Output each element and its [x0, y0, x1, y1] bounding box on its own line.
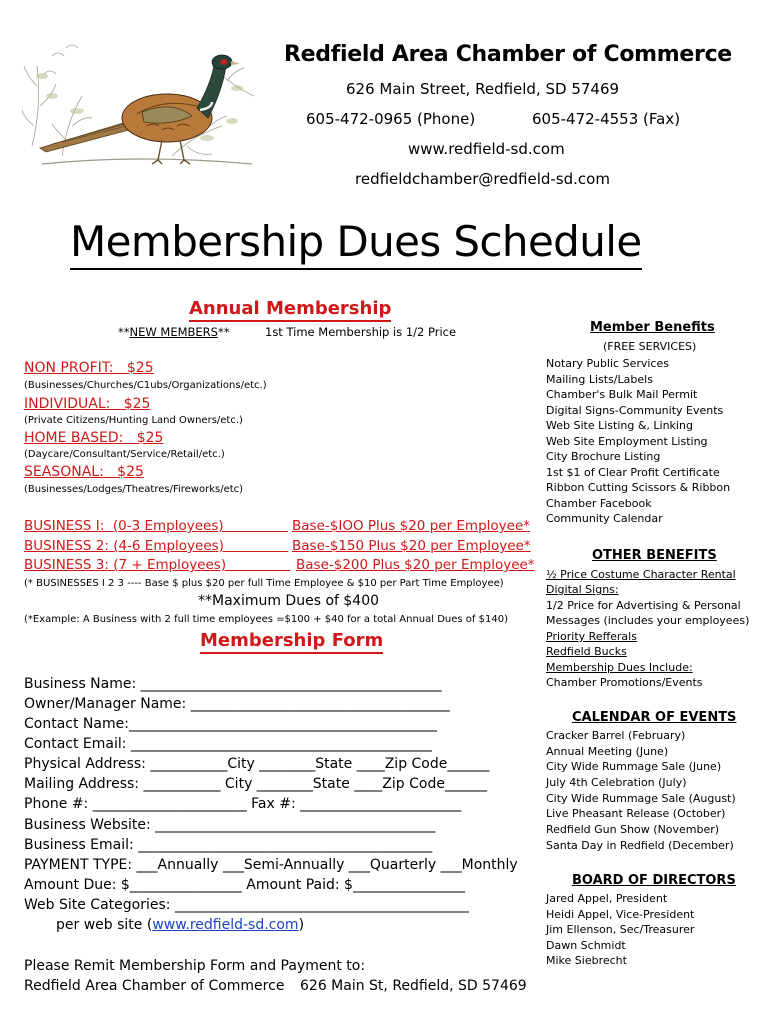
new-members-label: **NEW MEMBERS** — [118, 325, 230, 339]
chamber-title: Redfield Area Chamber of Commerce — [284, 42, 732, 67]
form-business-email[interactable]: Business Email: __________________________________________ — [24, 837, 433, 853]
member-benefits-sub: (FREE SERVICES) — [603, 340, 697, 353]
remit-heading: Please Remit Membership Form and Payment to: — [24, 958, 366, 974]
business-3-label: BUSINESS 3: (7 + Employees) — [24, 557, 227, 573]
form-amounts[interactable]: Amount Due: $________________ Amount Paid: $________________ — [24, 877, 465, 893]
form-owner-name[interactable]: Owner/Manager Name: _____________________________________ — [24, 696, 450, 712]
form-business-website[interactable]: Business Website: ________________________________________ — [24, 817, 436, 833]
business-1-rate: Base-$IOO Plus $20 per Employee* — [292, 518, 531, 534]
category-individual-desc: (Private Citizens/Hunting Land Owners/etc.) — [24, 415, 243, 426]
form-business-name[interactable]: Business Name: ___________________________________________ — [24, 676, 442, 692]
chamber-address: 626 Main Street, Redfield, SD 57469 — [346, 80, 620, 98]
other-benefit-item: 1/2 Price for Advertising & Personal — [546, 599, 741, 612]
calendar-heading: CALENDAR OF EVENTS — [572, 710, 737, 725]
maximum-dues: **Maximum Dues of $400 — [198, 593, 380, 609]
document-title: Membership Dues Schedule — [70, 216, 642, 270]
half-price-note: 1st Time Membership is 1/2 Price — [265, 325, 457, 339]
calendar-item: Redfield Gun Show (November) — [546, 823, 720, 836]
form-payment-type[interactable]: PAYMENT TYPE: ___Annually ___Semi-Annually ___Quarterly ___Monthly — [24, 857, 518, 873]
chamber-email: redfieldchamber@redfield-sd.com — [355, 170, 610, 188]
benefit-item: 1st $1 of Clear Profit Certificate — [546, 466, 720, 479]
pheasant-illustration — [22, 26, 262, 176]
board-member: Heidi Appel, Vice-President — [546, 908, 695, 921]
business-3-rate: Base-$200 Plus $20 per Employee* — [296, 557, 535, 573]
calendar-item: July 4th Celebration (July) — [546, 776, 687, 789]
category-non-profit: NON PROFIT: $25 — [24, 360, 154, 376]
calendar-item: Cracker Barrel (February) — [546, 729, 686, 742]
chamber-fax: 605-472-4553 (Fax) — [532, 110, 681, 128]
benefit-item: Chamber Facebook — [546, 497, 652, 510]
benefit-item: Ribbon Cutting Scissors & Ribbon — [546, 481, 731, 494]
business-note: (* BUSINESSES I 2 3 ---- Base $ plus $20 per full Time Employee & $10 per Part Time Employee) — [24, 578, 504, 589]
business-1-label: BUSINESS I: (0-3 Employees) — [24, 518, 224, 534]
benefit-item: Digital Signs-Community Events — [546, 404, 724, 417]
category-individual: INDIVIDUAL: $25 — [24, 396, 151, 412]
board-member: Dawn Schmidt — [546, 939, 626, 952]
business-2-rate: Base-$150 Plus $20 per Employee* — [292, 538, 531, 554]
membership-form-heading: Membership Form — [200, 630, 383, 654]
category-home-based: HOME BASED: $25 — [24, 430, 164, 446]
category-seasonal-desc: (Businesses/Lodges/Theatres/Fireworks/etc) — [24, 484, 244, 495]
category-home-based-desc: (Daycare/Consultant/Service/Retail/etc.) — [24, 449, 225, 460]
dues-example: (*Example: A Business with 2 full time employees =$100 + $40 for a total Annual Dues of $140) — [24, 614, 508, 625]
form-physical-address[interactable]: Physical Address: ___________City ________State ____Zip Code______ — [24, 756, 490, 772]
board-member: Jim Ellenson, Sec/Treasurer — [546, 923, 695, 936]
annual-membership-heading: Annual Membership — [189, 298, 391, 322]
benefit-item: Web Site Listing &, Linking — [546, 419, 693, 432]
redfield-website-link[interactable]: www.redfield-sd.com — [152, 917, 299, 933]
remit-address: 626 Main St, Redfield, SD 57469 — [300, 978, 527, 994]
other-benefit-item: Membership Dues Include: — [546, 661, 693, 674]
other-benefits-heading: OTHER BENEFITS — [592, 548, 717, 563]
category-seasonal: SEASONAL: $25 — [24, 464, 144, 480]
benefit-item: Notary Public Services — [546, 357, 669, 370]
calendar-item: City Wide Rummage Sale (June) — [546, 760, 722, 773]
calendar-item: City Wide Rummage Sale (August) — [546, 792, 736, 805]
chamber-website: www.redfield-sd.com — [408, 140, 565, 158]
form-phone-fax[interactable]: Phone #: ______________________ Fax #: _______________________ — [24, 796, 462, 812]
benefit-item: Community Calendar — [546, 512, 663, 525]
form-contact-name[interactable]: Contact Name:____________________________________________ — [24, 716, 437, 732]
other-benefit-item: ½ Price Costume Character Rental — [546, 568, 736, 581]
calendar-item: Santa Day in Redfield (December) — [546, 839, 734, 852]
other-benefit-item: Digital Signs: — [546, 583, 619, 596]
form-contact-email[interactable]: Contact Email: ___________________________________________ — [24, 736, 432, 752]
category-non-profit-desc: (Businesses/Churches/C1ubs/Organizations/etc.) — [24, 380, 267, 391]
other-benefit-item: Redfield Bucks — [546, 645, 627, 658]
remit-name: Redfield Area Chamber of Commerce — [24, 978, 285, 994]
benefit-item: Web Site Employment Listing — [546, 435, 708, 448]
board-heading: BOARD OF DIRECTORS — [572, 873, 736, 888]
form-web-categories[interactable]: Web Site Categories: __________________________________________ — [24, 897, 469, 913]
other-benefit-item: Messages (includes your employees) — [546, 614, 750, 627]
calendar-item: Annual Meeting (June) — [546, 745, 669, 758]
chamber-phone: 605-472-0965 (Phone) — [306, 110, 476, 128]
business-2-label: BUSINESS 2: (4-6 Employees) — [24, 538, 224, 554]
form-mailing-address[interactable]: Mailing Address: ___________ City ________State ____Zip Code______ — [24, 776, 487, 792]
board-member: Jared Appel, President — [546, 892, 668, 905]
member-benefits-heading: Member Benefits — [590, 320, 715, 335]
benefit-item: City Brochure Listing — [546, 450, 661, 463]
calendar-item: Live Pheasant Release (October) — [546, 807, 726, 820]
board-member: Mike Siebrecht — [546, 954, 627, 967]
benefit-item: Chamber's Bulk Mail Permit — [546, 388, 698, 401]
other-benefit-item: Priority Refferals — [546, 630, 637, 643]
benefit-item: Mailing Lists/Labels — [546, 373, 653, 386]
form-web-reference: per web site (www.redfield-sd.com) — [56, 917, 305, 933]
other-benefit-item: Chamber Promotions/Events — [546, 676, 703, 689]
